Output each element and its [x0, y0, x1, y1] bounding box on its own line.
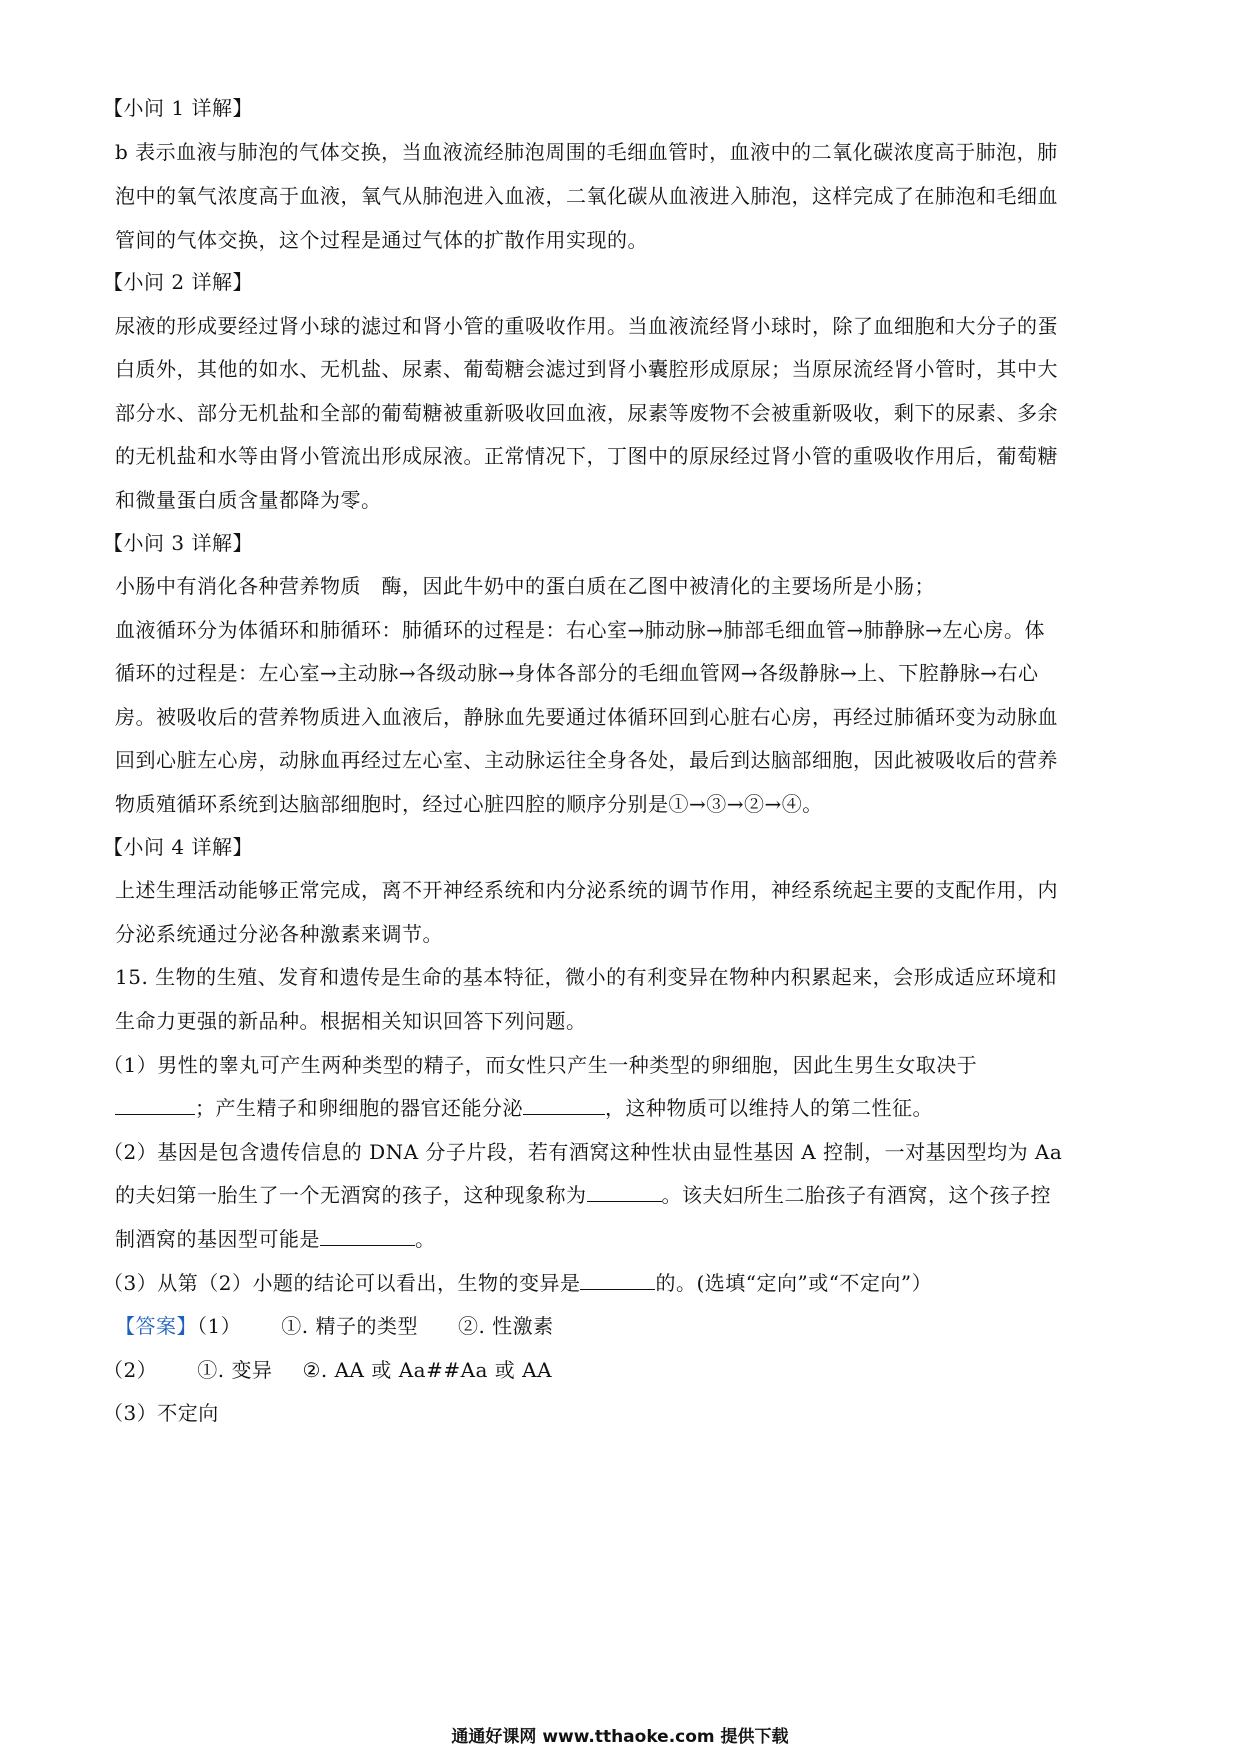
answer-blank: [587, 1181, 662, 1202]
q1-paragraph-line: 泡中的氧气浓度高于血液，氧气从肺泡进入血液，二氧化碳从血液进入肺泡，这样完成了在肺泡和毛细血: [115, 184, 1058, 208]
q15-part3-text: （3）从第（2）小题的结论可以看出，生物的变异是: [103, 1271, 581, 1295]
q3-paragraph-line: 循环的过程是：左心室→主动脉→各级动脉→身体各部分的毛细血管网→各级静脉→上、下腔静脉→右心: [115, 661, 1039, 685]
q1-heading: 【小问 1 详解】: [103, 96, 253, 120]
answer-item: ②. AA 或 Aa##Aa 或 AA: [302, 1358, 553, 1382]
q3-paragraph-line: 小肠中有消化各种营养物质 酶，因此牛奶中的蛋白质在乙图中被清化的主要场所是小肠；: [115, 574, 935, 598]
footer-watermark: 通通好课网 www.tthaoke.com 提供下载: [451, 1727, 789, 1747]
q15-part1-text: ；产生精子和卵细胞的器官还能分泌: [195, 1096, 523, 1120]
q2-paragraph-line: 部分水、部分无机盐和全部的葡萄糖被重新吸收回血液，尿素等废物不会被重新吸收，剩下的尿素、多余: [115, 401, 1058, 425]
q3-paragraph-line: 物质殖循环系统到达脑部细胞时，经过心脏四腔的顺序分别是①→③→②→④。: [115, 792, 823, 816]
q2-paragraph-line: 的无机盐和水等由肾小管流出形成尿液。正常情况下，丁图中的原尿经过肾小管的重吸收作用后，葡萄糖: [115, 444, 1058, 468]
q15-part2-line1: （2）基因是包含遗传信息的 DNA 分子片段，若有酒窝这种性状由显性基因 A 控制，一对基因型均为 Aa: [103, 1140, 1063, 1164]
q4-heading: 【小问 4 详解】: [103, 835, 253, 859]
q15-part3-line: [103, 1268, 1123, 1298]
q2-heading: 【小问 2 详解】: [103, 270, 253, 294]
q15-stem-line: 15. 生物的生殖、发育和遗传是生命的基本特征，微小的有利变异在物种内积累起来，会形成适应环境和: [115, 965, 1058, 989]
q3-heading: 【小问 3 详解】: [103, 531, 253, 555]
answer-item: ①. 变异: [197, 1358, 273, 1382]
q15-part2-line3: [115, 1224, 1135, 1254]
q1-paragraph-line: b 表示血液与肺泡的气体交换，当血液流经肺泡周围的毛细血管时，血液中的二氧化碳浓度高于肺泡，肺: [115, 140, 1058, 164]
q15-part2-text: 的夫妇第一胎生了一个无酒窝的孩子，这种现象称为: [115, 1183, 587, 1207]
q15-part2-text: 。: [415, 1227, 436, 1251]
q2-paragraph-line: 和微量蛋白质含量都降为零。: [115, 488, 382, 512]
q15-part2-text: 制酒窝的基因型可能是: [115, 1227, 320, 1251]
q15-stem-line: 生命力更强的新品种。根据相关知识回答下列问题。: [115, 1009, 587, 1033]
q15-part1-text: ，这种物质可以维持人的第二性征。: [605, 1096, 933, 1120]
q4-paragraph-line: 上述生理活动能够正常完成，离不开神经系统和内分泌系统的调节作用，神经系统起主要的支配作用，内: [115, 878, 1058, 902]
q2-paragraph-line: 尿液的形成要经过肾小球的滤过和肾小管的重吸收作用。当血液流经肾小球时，除了血细胞和大分子的蛋: [115, 314, 1058, 338]
answer-line-1: [115, 1311, 1135, 1341]
answer-number: （2）: [103, 1358, 158, 1382]
answer-blank: [580, 1269, 655, 1290]
q15-part1-line2: [115, 1093, 1135, 1123]
q15-part3-text: 的。(选填“定向”或“不定向”）: [655, 1271, 933, 1295]
answer-line-3: （3）不定向: [103, 1401, 219, 1425]
answer-item: ①. 精子的类型: [281, 1314, 418, 1338]
answer-blank: [115, 1094, 195, 1115]
answer-blank: [523, 1094, 605, 1115]
q4-paragraph-line: 分泌系统通过分泌各种激素来调节。: [115, 922, 443, 946]
answer-blank: [320, 1225, 415, 1246]
answer-number: （1）: [197, 1314, 242, 1338]
q2-paragraph-line: 白质外，其他的如水、无机盐、尿素、葡萄糖会滤过到肾小囊腔形成原尿；当原尿流经肾小管时，其中大: [115, 357, 1058, 381]
q3-paragraph-line: 血液循环分为体循环和肺循环：肺循环的过程是：右心室→肺动脉→肺部毛细血管→肺静脉→左心房。体: [115, 618, 1046, 642]
q15-part1-line1: （1）男性的睾丸可产生两种类型的精子，而女性只产生一种类型的卵细胞，因此生男生女取决于: [103, 1053, 978, 1077]
q1-paragraph-line: 管间的气体交换，这个过程是通过气体的扩散作用实现的。: [115, 228, 648, 252]
q3-paragraph-line: 回到心脏左心房，动脉血再经过左心室、主动脉运往全身各处，最后到达脑部细胞，因此被吸收后的营养: [115, 748, 1058, 772]
answer-line-2: [103, 1355, 1123, 1385]
answer-label: 【答案】: [115, 1314, 197, 1338]
q3-paragraph-line: 房。被吸收后的营养物质进入血液后，静脉血先要通过体循环回到心脏右心房，再经过肺循环变为动脉血: [115, 705, 1058, 729]
q15-part2-line2: [115, 1180, 1135, 1210]
q15-part2-text: 。该夫妇所生二胎孩子有酒窝，这个孩子控: [661, 1183, 1051, 1207]
answer-item: ②. 性激素: [457, 1314, 554, 1338]
